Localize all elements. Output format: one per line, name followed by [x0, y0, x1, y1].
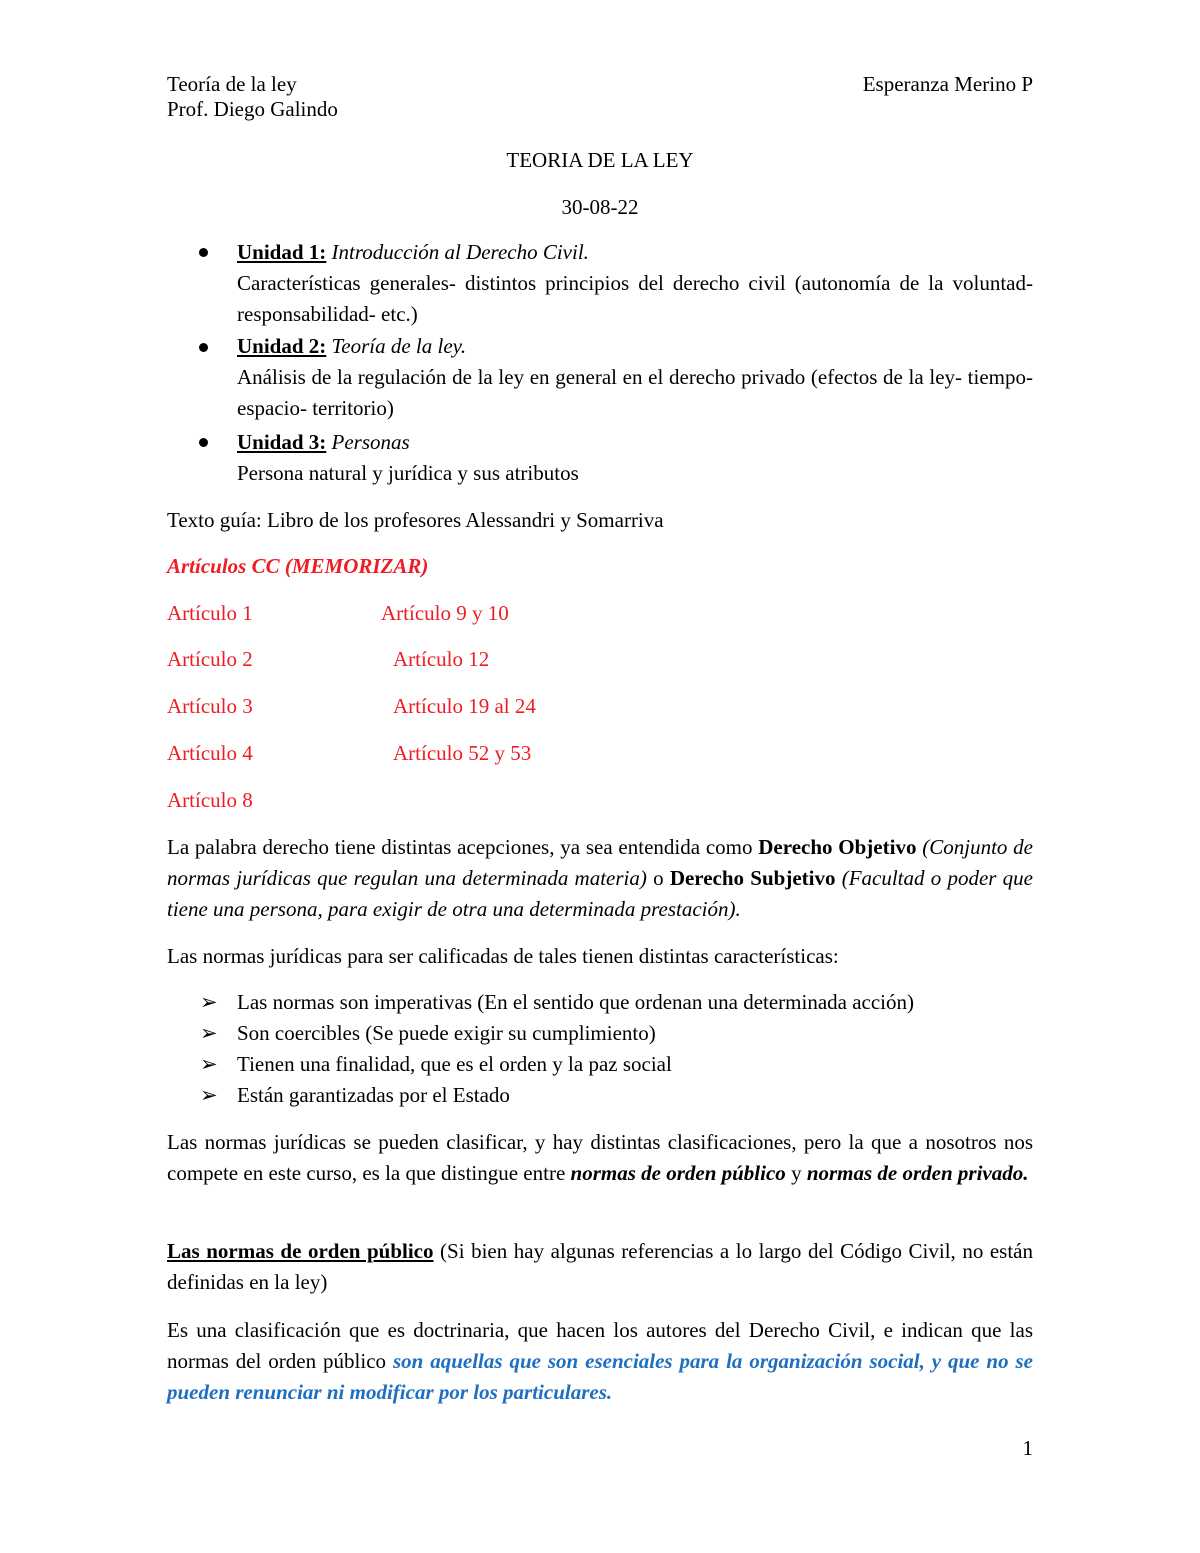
unit-name: Teoría de la ley.: [331, 334, 467, 358]
paragraph-text: (Si bien hay algunas referencias a lo largo del Código Civil, no están definidas en la ley): [167, 1239, 1033, 1294]
paragraph-orden-publico: [167, 1236, 1033, 1298]
guide-text: Texto guía: Libro de los profesores Alessandri y Somarriva: [167, 508, 664, 532]
article-left-2: Artículo 2: [167, 647, 253, 671]
term-orden-privado: normas de orden privado.: [806, 1161, 1029, 1185]
header-professor: Prof. Diego Galindo: [167, 97, 338, 121]
unit-name: Personas: [331, 430, 410, 454]
paragraph-text: y: [785, 1161, 807, 1185]
article-right-1: Artículo 9 y 10: [381, 601, 509, 625]
term-objetivo: Derecho Objetivo: [758, 835, 917, 859]
arrow-bullet-icon: ➢: [200, 1052, 218, 1076]
unit-description: Análisis de la regulación de la ley en general en el derecho privado (efectos de la ley- tiempo- espacio- territorio): [237, 365, 1033, 420]
article-left-1: Artículo 1: [167, 601, 253, 625]
unit-label: Unidad 1:: [237, 240, 327, 264]
arrow-bullet-icon: ➢: [200, 1021, 218, 1045]
characteristic-item: [200, 1080, 510, 1110]
unit-name: Introducción al Derecho Civil.: [331, 240, 589, 264]
highlighted-definition: son aquellas que son esenciales para la organización social, y que no se pueden renunciar ni modificar por los particulares.: [167, 1349, 1033, 1404]
article-left-3: Artículo 3: [167, 694, 253, 718]
paragraph-classification: [167, 1127, 1033, 1189]
paragraph-derecho: [167, 832, 1033, 925]
paragraph-text: La palabra derecho tiene distintas acepciones, ya sea entendida como: [167, 835, 759, 859]
unit-label: Unidad 3:: [237, 430, 327, 454]
articles-heading: Artículos CC (MEMORIZAR): [167, 554, 429, 578]
arrow-bullet-icon: ➢: [200, 990, 218, 1014]
term-orden-publico: normas de orden público: [570, 1161, 786, 1185]
characteristics-intro: Las normas jurídicas para ser calificadas de tales tienen distintas características:: [167, 944, 839, 968]
header-author: Esperanza Merino P: [862, 72, 1033, 96]
unit-label: Unidad 2:: [237, 334, 327, 358]
paragraph-text: Las normas jurídicas se pueden clasificar, y hay distintas clasificaciones, pero la que a nosotros nos compete en este curso, es la que distingue entre: [167, 1130, 1033, 1185]
bullet-icon: [199, 343, 208, 352]
bullet-icon: [199, 438, 208, 447]
characteristic-item: [200, 987, 914, 1017]
paragraph-text: o: [646, 866, 670, 890]
article-right-4: Artículo 52 y 53: [393, 741, 532, 765]
page-number: 1: [1022, 1436, 1033, 1460]
article-right-2: Artículo 12: [393, 647, 490, 671]
arrow-bullet-icon: ➢: [200, 1083, 218, 1107]
paragraph-doctrinal: [167, 1315, 1033, 1408]
unit-item-3: [237, 427, 1033, 489]
definition-subjetivo: (Facultad o poder que tiene una persona, para exigir de otra una determinada prestación).: [167, 866, 1033, 921]
paragraph-text: Es una clasificación que es doctrinaria, que hacen los autores del Derecho Civil, e indican que las normas del orden público: [167, 1318, 1033, 1373]
bullet-icon: [199, 248, 208, 257]
characteristic-text: Tienen una finalidad, que es el orden y la paz social: [237, 1052, 672, 1076]
unit-item-2: [237, 331, 1033, 424]
page-title: TEORIA DE LA LEY: [506, 148, 694, 172]
unit-description: Características generales- distintos principios del derecho civil (autonomía de la voluntad- responsabilidad- etc.): [237, 271, 1033, 326]
unit-description: Persona natural y jurídica y sus atributos: [237, 461, 579, 485]
header-course: Teoría de la ley: [167, 72, 297, 96]
characteristic-text: Las normas son imperativas (En el sentido que ordenan una determinada acción): [237, 990, 915, 1014]
characteristic-item: [200, 1049, 672, 1079]
date: 30-08-22: [561, 195, 639, 219]
definition-objetivo: (Conjunto de normas jurídicas que regulan una determinada materia): [167, 835, 1034, 890]
characteristic-text: Son coercibles (Se puede exigir su cumplimiento): [237, 1021, 656, 1045]
term-subjetivo: Derecho Subjetivo: [669, 866, 836, 890]
characteristic-item: [200, 1018, 656, 1048]
article-right-3: Artículo 19 al 24: [393, 694, 536, 718]
section-heading: Las normas de orden público: [167, 1239, 434, 1263]
article-left-5: Artículo 8: [167, 788, 253, 812]
characteristic-text: Están garantizadas por el Estado: [237, 1083, 510, 1107]
unit-item-1: [237, 237, 1033, 330]
article-left-4: Artículo 4: [167, 741, 253, 765]
